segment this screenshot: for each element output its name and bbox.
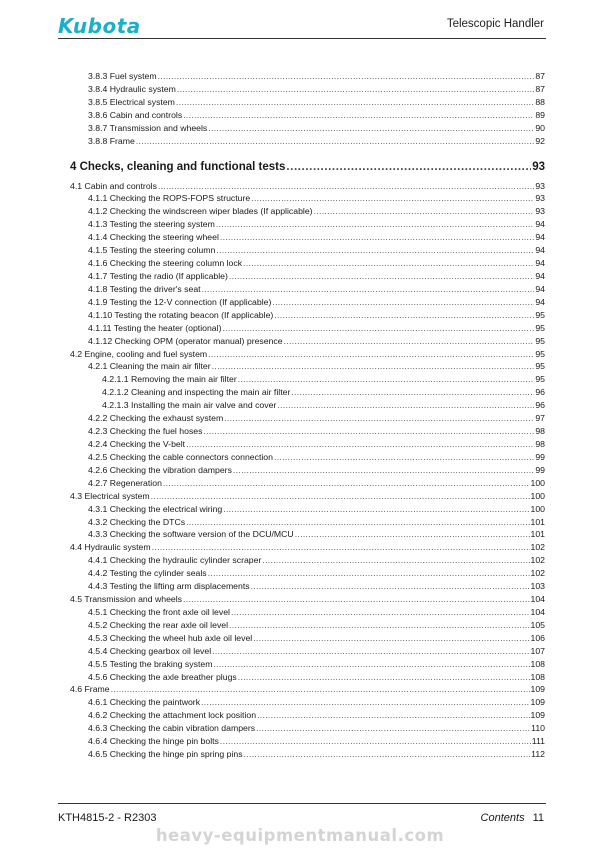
toc-entry-page: 101 <box>530 516 545 527</box>
toc-entry-title: 4.6.1 Checking the paintwork <box>88 697 201 708</box>
toc-entry[interactable] <box>70 205 545 218</box>
toc-entry-title: 4.2.5 Checking the cable connectors connection <box>88 451 273 462</box>
toc-entry-title: 3.8.7 Transmission and wheels <box>88 122 208 133</box>
toc-entry[interactable] <box>70 135 545 148</box>
toc-entry-title: 3.8.6 Cabin and controls <box>88 109 183 120</box>
dot-leader <box>229 619 529 632</box>
toc-entry-page: 92 <box>535 135 545 146</box>
toc-entry-title: 3.8.8 Frame <box>88 135 135 146</box>
toc-entry-page: 106 <box>530 632 545 643</box>
toc-entry[interactable] <box>70 231 545 244</box>
header-divider <box>58 38 546 39</box>
toc-entry[interactable] <box>70 709 545 722</box>
dot-leader <box>212 360 535 373</box>
toc-entry[interactable] <box>70 257 545 270</box>
dot-leader <box>233 464 534 477</box>
toc-entry-page: 93 <box>535 180 545 191</box>
toc-entry-title: 4.3.3 Checking the software version of the DCU/MCU <box>88 529 294 540</box>
toc-entry-title: 4.2.6 Checking the vibration dampers <box>88 464 232 475</box>
toc-entry-page: 98 <box>535 426 545 437</box>
dot-leader <box>274 451 534 464</box>
footer-divider <box>58 803 546 804</box>
dot-leader <box>186 516 529 529</box>
toc-entry-page: 94 <box>535 258 545 269</box>
toc-entry-title: 4.1.10 Testing the rotating beacon (If applicable) <box>88 309 274 320</box>
dot-leader <box>253 632 529 645</box>
dot-leader <box>222 322 534 335</box>
toc-entry-page: 103 <box>530 581 545 592</box>
toc-entry[interactable] <box>70 554 545 567</box>
toc-entry[interactable] <box>70 296 545 309</box>
page-header <box>58 14 546 40</box>
toc-entry[interactable] <box>70 541 545 554</box>
dot-leader <box>274 309 534 322</box>
toc-entry-page: 94 <box>535 270 545 281</box>
dot-leader <box>216 218 534 231</box>
dot-leader <box>202 283 535 296</box>
toc-entry-title: 4.3.1 Checking the electrical wiring <box>88 503 223 514</box>
toc-entry[interactable] <box>70 451 545 464</box>
toc-entry-title: 4.6 Frame <box>70 684 110 695</box>
toc-entry-title: 4.6.5 Checking the hinge pin spring pins <box>88 749 243 760</box>
toc-entry-page: 109 <box>530 684 545 695</box>
toc-entry[interactable] <box>70 477 545 490</box>
toc-entry[interactable] <box>70 70 545 83</box>
toc-entry-page: 88 <box>535 96 545 107</box>
toc-entry-page: 94 <box>535 283 545 294</box>
toc-entry[interactable] <box>70 283 545 296</box>
toc-entry-title: 4.6.2 Checking the attachment lock position <box>88 710 257 721</box>
toc-entry[interactable] <box>70 683 545 696</box>
dot-leader <box>251 580 530 593</box>
toc-entry[interactable] <box>70 180 545 193</box>
toc-entry-page: 87 <box>535 83 545 94</box>
document-title: Telescopic Handler <box>446 18 544 30</box>
toc-entry-title: 4.5.2 Checking the rear axle oil level <box>88 619 229 630</box>
dot-leader <box>251 192 534 205</box>
dot-leader <box>262 554 529 567</box>
toc-entry-page: 93 <box>535 193 545 204</box>
toc-entry-title: 3.8.5 Electrical system <box>88 96 175 107</box>
toc-entry[interactable] <box>70 122 545 135</box>
dot-leader <box>243 257 534 270</box>
toc-entry-page: 102 <box>530 568 545 579</box>
toc-entry-title: 4.3 Electrical system <box>70 490 150 501</box>
toc-entry-title: 4.1.3 Testing the steering system <box>88 219 215 230</box>
dot-leader <box>158 180 534 193</box>
toc-entry-title: 4.5.3 Checking the wheel hub axle oil level <box>88 632 253 643</box>
toc-entry[interactable] <box>70 348 545 361</box>
toc-entry[interactable] <box>70 96 545 109</box>
toc-entry-page: 110 <box>531 723 545 734</box>
kubota-logo: Kubota <box>58 14 141 38</box>
dot-leader <box>286 158 531 176</box>
dot-leader <box>314 205 535 218</box>
toc-entry-page: 93 <box>535 206 545 217</box>
toc-entry-page: 94 <box>535 219 545 230</box>
toc-entry-title: 4.1.5 Testing the steering column <box>88 245 216 256</box>
dot-leader <box>277 399 534 412</box>
toc-entry[interactable] <box>70 464 545 477</box>
dot-leader <box>295 528 530 541</box>
toc-entry-page: 100 <box>530 503 545 514</box>
toc-entry-page: 112 <box>531 749 545 760</box>
toc-entry-page: 101 <box>530 529 545 540</box>
dot-leader <box>152 541 530 554</box>
toc-entry[interactable] <box>70 83 545 96</box>
dot-leader <box>224 412 534 425</box>
dot-leader <box>213 658 529 671</box>
toc-entry[interactable] <box>70 619 545 632</box>
toc-entry-title: 4.5.4 Checking gearbox oil level <box>88 645 212 656</box>
toc-entry-page: 95 <box>535 335 545 346</box>
watermark: heavy-equipmentmanual.com <box>155 826 445 845</box>
dot-leader <box>176 96 534 109</box>
toc-entry-title: 4.2.1.3 Installing the main air valve and cover <box>102 400 277 411</box>
toc-entry-title: 4.2.4 Checking the V-belt <box>88 438 186 449</box>
toc-entry[interactable] <box>70 722 545 735</box>
toc-entry-title: 4.1 Cabin and controls <box>70 180 157 191</box>
toc-entry[interactable] <box>70 322 545 335</box>
toc-entry[interactable] <box>70 696 545 709</box>
toc-entry-title: 4.5.5 Testing the braking system <box>88 658 213 669</box>
toc-entry[interactable] <box>70 244 545 257</box>
toc-entry-page: 109 <box>530 697 545 708</box>
dot-leader <box>183 109 534 122</box>
toc-entry-title: 4.2.1.1 Removing the main air filter <box>102 374 237 385</box>
toc-entry-page: 96 <box>535 400 545 411</box>
toc-entry[interactable] <box>70 580 545 593</box>
toc-entry[interactable] <box>70 373 545 386</box>
dot-leader <box>186 438 534 451</box>
dot-leader <box>208 348 534 361</box>
page-footer-label <box>481 812 544 824</box>
toc-entry-title: 4.1.2 Checking the windscreen wiper blades (If applicable) <box>88 206 313 217</box>
toc-entry-title: 4 Checks, cleaning and functional tests <box>70 160 286 173</box>
toc-entry-page: 99 <box>535 464 545 475</box>
toc-entry[interactable] <box>70 735 545 748</box>
toc-entry-title: 4.2.1.2 Cleaning and inspecting the main air filter <box>102 387 291 398</box>
toc-entry-page: 107 <box>530 645 545 656</box>
dot-leader <box>183 593 529 606</box>
dot-leader <box>163 477 530 490</box>
toc-entry-title: 4.4.1 Checking the hydraulic cylinder scraper <box>88 555 262 566</box>
toc-entry-title: 4.5.6 Checking the axle breather plugs <box>88 671 237 682</box>
section-label: Contents <box>480 812 525 824</box>
toc-entry-title: 4.1.1 Checking the ROPS-FOPS structure <box>88 193 251 204</box>
toc-entry[interactable] <box>70 218 545 231</box>
toc-entry[interactable] <box>70 335 545 348</box>
toc-entry-page: 104 <box>530 606 545 617</box>
dot-leader <box>256 722 530 735</box>
toc-entry-page: 102 <box>530 542 545 553</box>
dot-leader <box>203 425 534 438</box>
dot-leader <box>272 296 534 309</box>
dot-leader <box>284 335 535 348</box>
toc-entry[interactable] <box>70 309 545 322</box>
toc-entry-title: 4.2.1 Cleaning the main air filter <box>88 361 211 372</box>
toc-entry-page: 94 <box>535 232 545 243</box>
toc-entry[interactable] <box>70 490 545 503</box>
dot-leader <box>111 683 530 696</box>
toc-entry-title: 4.2.7 Regeneration <box>88 477 162 488</box>
toc-entry-title: 4.1.7 Testing the radio (If applicable) <box>88 270 228 281</box>
toc-entry[interactable] <box>70 632 545 645</box>
toc-entry-title: 3.8.3 Fuel system <box>88 71 157 81</box>
toc-entry[interactable] <box>70 606 545 619</box>
toc-entry-title: 4.2 Engine, cooling and fuel system <box>70 348 208 359</box>
toc-entry-page: 104 <box>530 594 545 605</box>
dot-leader <box>212 645 529 658</box>
dot-leader <box>223 503 529 516</box>
toc-entry-page: 95 <box>535 309 545 320</box>
toc-entry-page: 95 <box>535 322 545 333</box>
toc-entry[interactable] <box>70 412 545 425</box>
dot-leader <box>208 567 530 580</box>
dot-leader <box>220 231 534 244</box>
toc-entry-title: 4.4.3 Testing the lifting arm displacements <box>88 581 250 592</box>
toc-entry-title: 4.4 Hydraulic system <box>70 542 151 553</box>
toc-entry[interactable] <box>70 516 545 529</box>
dot-leader <box>151 490 530 503</box>
toc-entry[interactable] <box>70 399 545 412</box>
toc-entry[interactable] <box>70 386 545 399</box>
dot-leader <box>220 735 531 748</box>
toc-entry-title: 4.3.2 Checking the DTCs <box>88 516 186 527</box>
toc-entry[interactable] <box>70 658 545 671</box>
toc-entry-title: 4.4.2 Testing the cylinder seals <box>88 568 207 579</box>
toc-entry[interactable] <box>70 503 545 516</box>
toc-chapter-heading[interactable] <box>70 158 545 176</box>
toc-entry-title: 4.6.4 Checking the hinge pin bolts <box>88 736 219 747</box>
toc-entry-page: 95 <box>535 374 545 385</box>
dot-leader <box>231 606 530 619</box>
toc-entry-page: 94 <box>535 245 545 256</box>
toc-entry[interactable] <box>70 270 545 283</box>
toc-entry-title: 4.1.9 Testing the 12-V connection (If applicable) <box>88 296 272 307</box>
toc-entry[interactable] <box>70 567 545 580</box>
toc-entry-page: 109 <box>530 710 545 721</box>
document-id: KTH4815-2 - R2303 <box>58 812 157 824</box>
dot-leader <box>208 122 534 135</box>
toc-entry-page: 111 <box>531 736 545 747</box>
toc-entry-page: 108 <box>530 658 545 669</box>
toc-entry-page: 93 <box>532 160 545 173</box>
toc-entry-title: 4.6.3 Checking the cabin vibration dampers <box>88 723 256 734</box>
dot-leader <box>238 373 535 386</box>
dot-leader <box>229 270 534 283</box>
toc-entry-page: 95 <box>535 348 545 359</box>
toc-entry-title: 4.1.6 Checking the steering column lock <box>88 258 243 269</box>
toc-entry-page: 96 <box>535 387 545 398</box>
toc-entry-page: 100 <box>530 477 545 488</box>
dot-leader <box>257 709 529 722</box>
toc-entry-page: 95 <box>535 361 545 372</box>
toc-entry-title: 4.5 Transmission and wheels <box>70 594 183 605</box>
toc-entry-page: 89 <box>535 109 545 120</box>
toc-entry-page: 98 <box>535 438 545 449</box>
toc-entry-title: 4.5.1 Checking the front axle oil level <box>88 606 230 617</box>
dot-leader <box>158 70 535 83</box>
toc-entry[interactable] <box>70 528 545 541</box>
dot-leader <box>291 386 534 399</box>
toc-entry-title: 4.1.11 Testing the heater (optional) <box>88 322 222 333</box>
toc-entry-page: 99 <box>535 451 545 462</box>
toc-entry[interactable] <box>70 360 545 373</box>
toc-entry-page: 100 <box>530 490 545 501</box>
toc-entry-title: 4.2.2 Checking the exhaust system <box>88 413 224 424</box>
toc-entry[interactable] <box>70 748 545 761</box>
dot-leader <box>136 135 534 148</box>
toc-entry-page: 105 <box>530 619 545 630</box>
toc-entry-title: 4.1.12 Checking OPM (operator manual) presence <box>88 335 283 346</box>
toc-entry-page: 87 <box>535 71 545 81</box>
toc-entry-title: 3.8.4 Hydraulic system <box>88 83 176 94</box>
page-number: 11 <box>532 812 544 824</box>
toc-entry-page: 94 <box>535 296 545 307</box>
toc-entry-title: 4.2.3 Checking the fuel hoses <box>88 426 203 437</box>
toc-entry-page: 90 <box>535 122 545 133</box>
toc-entry[interactable] <box>70 192 545 205</box>
toc-entry[interactable] <box>70 438 545 451</box>
dot-leader <box>216 244 534 257</box>
dot-leader <box>177 83 534 96</box>
toc-entry[interactable] <box>70 593 545 606</box>
toc-entry-page: 102 <box>530 555 545 566</box>
dot-leader <box>244 748 531 761</box>
dot-leader <box>201 696 529 709</box>
toc-entry[interactable] <box>70 645 545 658</box>
toc-entry[interactable] <box>70 671 545 684</box>
toc-entry-page: 97 <box>535 413 545 424</box>
toc-entry[interactable] <box>70 425 545 438</box>
toc-entry-title: 4.1.8 Testing the driver's seat <box>88 283 201 294</box>
toc-entry-page: 108 <box>530 671 545 682</box>
toc-entry-title: 4.1.4 Checking the steering wheel <box>88 232 219 243</box>
toc-entry[interactable] <box>70 109 545 122</box>
table-of-contents <box>70 70 545 761</box>
dot-leader <box>238 671 530 684</box>
